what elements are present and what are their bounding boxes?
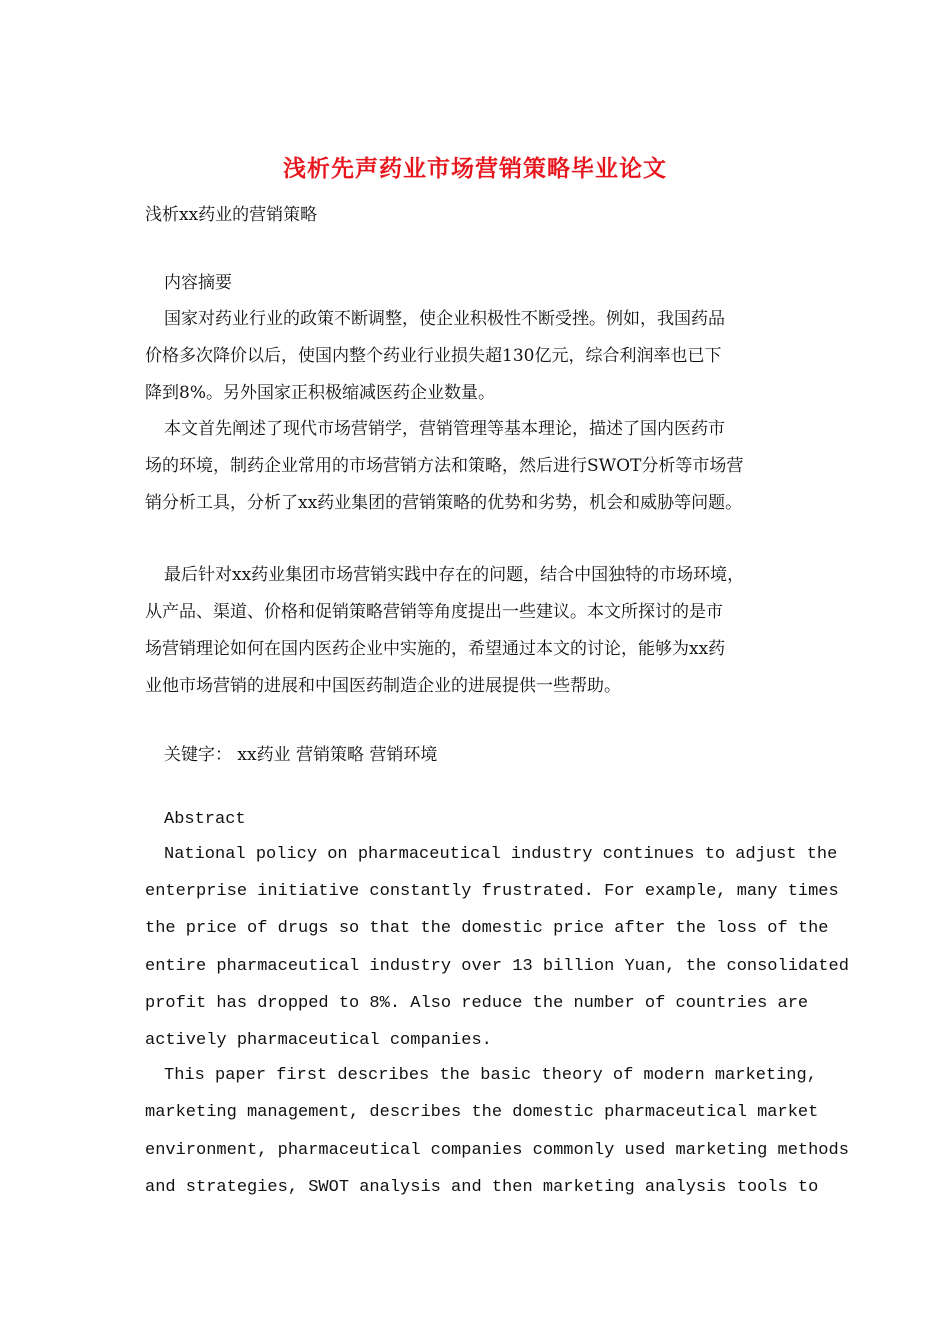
abstract-cn-p3-line: 场营销理论如何在国内医药企业中实施的，希望通过本文的讨论，能够为xx药 <box>145 639 726 659</box>
abstract-cn-p2-line: 场的环境，制药企业常用的市场营销方法和策略，然后进行SWOT分析等市场营 <box>145 456 744 476</box>
subtitle: 浅析xx药业的营销策略 <box>145 205 318 225</box>
abstract-en-p1-line: National policy on pharmaceutical industry continues to adjust the <box>164 845 838 864</box>
abstract-en-p2-line: This paper first describes the basic theory of modern marketing, <box>164 1066 817 1085</box>
abstract-cn-p2-line: 本文首先阐述了现代市场营销学，营销管理等基本理论，描述了国内医药市 <box>164 419 725 439</box>
abstract-en-p2-line: and strategies, SWOT analysis and then marketing analysis tools to <box>145 1178 819 1197</box>
abstract-en-p1-line: profit has dropped to 8%. Also reduce the number of countries are <box>145 994 809 1013</box>
abstract-cn-p1-line: 价格多次降价以后，使国内整个药业行业损失超130亿元，综合利润率也已下 <box>145 346 722 366</box>
abstract-en-p1-line: entire pharmaceutical industry over 13 billion Yuan, the consolidated <box>145 957 849 976</box>
abstract-cn-p3-line: 最后针对xx药业集团市场营销实践中存在的问题，结合中国独特的市场环境， <box>164 565 745 585</box>
keywords: 关键字： xx药业 营销策略 营销环境 <box>164 745 438 765</box>
abstract-cn-p1-line: 降到8%。另外国家正积极缩减医药企业数量。 <box>145 383 495 403</box>
abstract-cn-p2-line: 销分析工具，分析了xx药业集团的营销策略的优势和劣势，机会和威胁等问题。 <box>145 493 743 513</box>
abstract-cn-p3-line: 从产品、渠道、价格和促销策略营销等角度提出一些建议。本文所探讨的是市 <box>145 602 723 622</box>
abstract-cn-heading: 内容摘要 <box>164 273 232 293</box>
abstract-en-heading: Abstract <box>164 810 246 829</box>
abstract-cn-p3-line: 业他市场营销的进展和中国医药制造企业的进展提供一些帮助。 <box>145 676 621 696</box>
abstract-en-p1-line: the price of drugs so that the domestic price after the loss of the <box>145 919 829 938</box>
abstract-en-p1-line: enterprise initiative constantly frustrated. For example, many times <box>145 882 839 901</box>
document-title: 浅析先声药业市场营销策略毕业论文 <box>283 155 667 182</box>
abstract-en-p2-line: marketing management, describes the domestic pharmaceutical market <box>145 1103 819 1122</box>
abstract-cn-p1-line: 国家对药业行业的政策不断调整，使企业积极性不断受挫。例如，我国药品 <box>164 309 725 329</box>
abstract-en-p1-line: actively pharmaceutical companies. <box>145 1031 492 1050</box>
abstract-en-p2-line: environment, pharmaceutical companies commonly used marketing methods <box>145 1141 849 1160</box>
